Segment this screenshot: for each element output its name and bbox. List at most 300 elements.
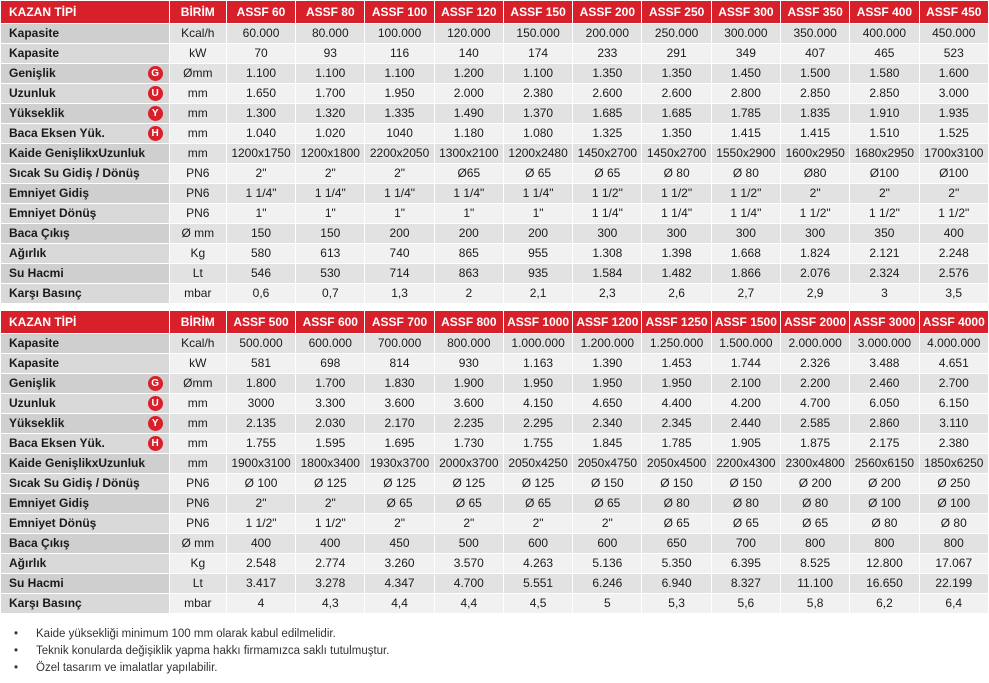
table-cell: 600.000 — [296, 334, 365, 354]
table-cell: 1.500 — [781, 64, 850, 84]
table-cell: 2.380 — [919, 434, 988, 454]
row-label-text: Karşı Basınç — [9, 286, 82, 300]
table-cell: 2.800 — [711, 84, 780, 104]
table-cell: 2" — [781, 184, 850, 204]
row-label — [1, 414, 170, 434]
row-label-text: Baca Çıkış — [9, 536, 70, 550]
table-row — [1, 44, 989, 64]
row-unit: mm — [169, 414, 226, 434]
table-cell: 150 — [296, 224, 365, 244]
table-cell: 4.700 — [434, 574, 503, 594]
header-model: ASSF 3000 — [850, 311, 919, 334]
table-row — [1, 594, 989, 614]
header-row — [1, 311, 989, 334]
header-model: ASSF 2000 — [781, 311, 850, 334]
table-cell: 5.551 — [503, 574, 572, 594]
table-cell: 500.000 — [226, 334, 295, 354]
table-cell: 300 — [781, 224, 850, 244]
table-cell: 1.830 — [365, 374, 434, 394]
table-cell: 80.000 — [296, 24, 365, 44]
table-cell: 2.235 — [434, 414, 503, 434]
header-model: ASSF 100 — [365, 1, 434, 24]
row-label-text: Kapasite — [9, 26, 60, 40]
table-cell: Ø 80 — [850, 514, 919, 534]
table-cell: 200 — [365, 224, 434, 244]
row-unit: Kg — [169, 554, 226, 574]
table-cell: 1.482 — [642, 264, 711, 284]
row-label — [1, 574, 170, 594]
table-cell: Ø 125 — [365, 474, 434, 494]
table-cell: 1.935 — [919, 104, 988, 124]
table-cell: 8.525 — [781, 554, 850, 574]
table-cell: 300 — [711, 224, 780, 244]
row-label-text: Kapasite — [9, 336, 60, 350]
row-label-text: Yükseklik — [9, 106, 65, 120]
table-cell: 8.327 — [711, 574, 780, 594]
row-label — [1, 374, 170, 394]
table-cell: 1 1/4" — [642, 204, 711, 224]
table-cell: 4,3 — [296, 594, 365, 614]
table-cell: Ø 80 — [781, 494, 850, 514]
table-cell: 1.300 — [226, 104, 295, 124]
row-label — [1, 434, 170, 454]
table-cell: 1.824 — [781, 244, 850, 264]
table-cell: 930 — [434, 354, 503, 374]
footnotes — [14, 626, 389, 677]
table-cell: 2" — [919, 184, 988, 204]
table-cell: Ø 80 — [642, 164, 711, 184]
table-cell: 1.595 — [296, 434, 365, 454]
table-row — [1, 204, 989, 224]
table-cell: 2.340 — [573, 414, 642, 434]
table-cell: 6,2 — [850, 594, 919, 614]
table-cell: 740 — [365, 244, 434, 264]
table-cell: 1.700 — [296, 84, 365, 104]
row-label — [1, 184, 170, 204]
table-cell: 2,6 — [642, 284, 711, 304]
row-label — [1, 474, 170, 494]
table-cell: 2.850 — [850, 84, 919, 104]
table-row — [1, 354, 989, 374]
table-cell: 12.800 — [850, 554, 919, 574]
table-cell: 100.000 — [365, 24, 434, 44]
row-label — [1, 494, 170, 514]
row-unit: PN6 — [169, 164, 226, 184]
header-model: ASSF 250 — [642, 1, 711, 24]
row-unit: Ø mm — [169, 224, 226, 244]
row-label — [1, 454, 170, 474]
row-label-text: Kaide GenişlikxUzunluk — [9, 456, 146, 470]
table-cell: 3,5 — [919, 284, 988, 304]
table-cell: Ø 125 — [503, 474, 572, 494]
table-cell: Ø65 — [434, 164, 503, 184]
table-cell: 1.950 — [503, 374, 572, 394]
table-cell: 2.345 — [642, 414, 711, 434]
table-cell: 4.150 — [503, 394, 572, 414]
table-cell: Ø80 — [781, 164, 850, 184]
table-cell: 3.000.000 — [850, 334, 919, 354]
table-cell: Ø 125 — [296, 474, 365, 494]
table-cell: 1 1/4" — [226, 184, 295, 204]
table-cell: 1.415 — [781, 124, 850, 144]
table-row — [1, 414, 989, 434]
table-cell: 935 — [503, 264, 572, 284]
table-cell: 300 — [642, 224, 711, 244]
table-cell: 863 — [434, 264, 503, 284]
row-unit: Ø mm — [169, 534, 226, 554]
table-cell: 3.600 — [434, 394, 503, 414]
table-cell: 3.570 — [434, 554, 503, 574]
table-cell: 3.300 — [296, 394, 365, 414]
table-cell: 1680x2950 — [850, 144, 919, 164]
table-cell: 1600x2950 — [781, 144, 850, 164]
table-cell: 1300x2100 — [434, 144, 503, 164]
table-cell: 4,4 — [365, 594, 434, 614]
table-cell: 450.000 — [919, 24, 988, 44]
table-cell: 2.295 — [503, 414, 572, 434]
table-cell: 2,9 — [781, 284, 850, 304]
table-cell: Ø 80 — [642, 494, 711, 514]
header-model: ASSF 350 — [781, 1, 850, 24]
row-label — [1, 554, 170, 574]
row-label — [1, 594, 170, 614]
table-cell: 1.950 — [573, 374, 642, 394]
table-cell: 1" — [226, 204, 295, 224]
footnote-text: Kaide yüksekliği minimum 100 mm olarak kabul edilmelidir. — [36, 628, 336, 640]
row-label-text: Emniyet Dönüş — [9, 206, 97, 220]
footnote — [14, 626, 389, 643]
row-unit: PN6 — [169, 474, 226, 494]
table-cell: 16.650 — [850, 574, 919, 594]
table-cell: 350.000 — [781, 24, 850, 44]
table-cell: 93 — [296, 44, 365, 64]
table-cell: 650 — [642, 534, 711, 554]
table-cell: 6.050 — [850, 394, 919, 414]
row-unit: mm — [169, 124, 226, 144]
table-cell: 2.600 — [642, 84, 711, 104]
table-row — [1, 24, 989, 44]
row-label — [1, 24, 170, 44]
row-unit: PN6 — [169, 494, 226, 514]
table-cell: Ø 100 — [226, 474, 295, 494]
table-cell: 2560x6150 — [850, 454, 919, 474]
table-cell: 1,3 — [365, 284, 434, 304]
footnote — [14, 643, 389, 660]
table-cell: 300.000 — [711, 24, 780, 44]
table-cell: 1.080 — [503, 124, 572, 144]
row-label — [1, 84, 170, 104]
table-cell: 600 — [573, 534, 642, 554]
bullet-icon: • — [14, 662, 19, 674]
table-cell: 1.785 — [711, 104, 780, 124]
bullet-icon: • — [14, 645, 19, 657]
table-cell: 200 — [434, 224, 503, 244]
table-cell: 1.040 — [226, 124, 295, 144]
row-unit: Lt — [169, 574, 226, 594]
table-cell: 1700x3100 — [919, 144, 988, 164]
row-label-text: Genişlik — [9, 376, 56, 390]
footnote — [14, 660, 389, 677]
table-cell: 1.510 — [850, 124, 919, 144]
header-model: ASSF 800 — [434, 311, 503, 334]
table-cell: 1040 — [365, 124, 434, 144]
table-cell: 1.335 — [365, 104, 434, 124]
table-row — [1, 474, 989, 494]
row-unit: Kg — [169, 244, 226, 264]
table-cell: 1.308 — [573, 244, 642, 264]
row-label-text: Emniyet Gidiş — [9, 496, 90, 510]
table-row — [1, 394, 989, 414]
table-cell: 3.600 — [365, 394, 434, 414]
table-cell: Ø 150 — [642, 474, 711, 494]
table-cell: 2300x4800 — [781, 454, 850, 474]
table-cell: 150.000 — [503, 24, 572, 44]
table-cell: 1.835 — [781, 104, 850, 124]
table-cell: 1.875 — [781, 434, 850, 454]
dimension-badge-icon: U — [148, 396, 163, 411]
table-cell: 4,4 — [434, 594, 503, 614]
table-cell: 800.000 — [434, 334, 503, 354]
table-cell: Ø 150 — [711, 474, 780, 494]
table-cell: 5,6 — [711, 594, 780, 614]
table-cell: 1900x3100 — [226, 454, 295, 474]
table-cell: 800 — [919, 534, 988, 554]
table-cell: 2" — [296, 164, 365, 184]
table-cell: 2" — [226, 164, 295, 184]
table-cell: 3.417 — [226, 574, 295, 594]
table-cell: 1.350 — [642, 64, 711, 84]
table-cell: 1.845 — [573, 434, 642, 454]
footnote-text: Özel tasarım ve imalatlar yapılabilir. — [36, 662, 218, 674]
table-cell: Ø100 — [850, 164, 919, 184]
table-cell: 4.000.000 — [919, 334, 988, 354]
row-unit: mm — [169, 434, 226, 454]
table-cell: 800 — [850, 534, 919, 554]
table-cell: 1.668 — [711, 244, 780, 264]
table-cell: 200 — [503, 224, 572, 244]
table-cell: Ø 200 — [781, 474, 850, 494]
table-cell: 1 1/2" — [781, 204, 850, 224]
table-cell: 1.398 — [642, 244, 711, 264]
table-cell: 1.650 — [226, 84, 295, 104]
table-cell: 546 — [226, 264, 295, 284]
table-cell: 1.755 — [503, 434, 572, 454]
table-cell: 0,7 — [296, 284, 365, 304]
table-cell: 407 — [781, 44, 850, 64]
row-label-text: Baca Çıkış — [9, 226, 70, 240]
dimension-badge-icon: Y — [148, 106, 163, 121]
table-cell: 465 — [850, 44, 919, 64]
table-cell: 3.000 — [919, 84, 988, 104]
table-cell: Ø 65 — [573, 164, 642, 184]
row-label-text: Baca Eksen Yük. — [9, 436, 105, 450]
table-cell: 6.395 — [711, 554, 780, 574]
spec-table-2 — [0, 310, 989, 614]
row-unit: mm — [169, 394, 226, 414]
table-cell: Ø 100 — [919, 494, 988, 514]
table-cell: 1.100 — [365, 64, 434, 84]
table-cell: 1.250.000 — [642, 334, 711, 354]
table-cell: 1200x2480 — [503, 144, 572, 164]
table-cell: 2.000.000 — [781, 334, 850, 354]
table-cell: 1.584 — [573, 264, 642, 284]
table-cell: Ø 65 — [503, 164, 572, 184]
dimension-badge-icon: H — [148, 126, 163, 141]
table-cell: 3.110 — [919, 414, 988, 434]
table-cell: 2" — [226, 494, 295, 514]
table-cell: 2.850 — [781, 84, 850, 104]
header-model: ASSF 1000 — [503, 311, 572, 334]
row-unit: mbar — [169, 594, 226, 614]
dimension-badge-icon: U — [148, 86, 163, 101]
row-unit: mm — [169, 84, 226, 104]
table-cell: 714 — [365, 264, 434, 284]
table-cell: 4.650 — [573, 394, 642, 414]
table-cell: 1.100 — [503, 64, 572, 84]
table-cell: 1.200.000 — [573, 334, 642, 354]
table-cell: 1.000.000 — [503, 334, 572, 354]
table-cell: 1.415 — [711, 124, 780, 144]
table-cell: 350 — [850, 224, 919, 244]
table-cell: 1.390 — [573, 354, 642, 374]
row-label — [1, 44, 170, 64]
header-kazan-tipi: KAZAN TİPİ — [1, 1, 170, 24]
row-label-text: Emniyet Gidiş — [9, 186, 90, 200]
table-cell: 1.785 — [642, 434, 711, 454]
table-cell: 1" — [365, 204, 434, 224]
table-cell: 1.755 — [226, 434, 295, 454]
table-cell: 1930x3700 — [365, 454, 434, 474]
table-cell: 2.600 — [573, 84, 642, 104]
table-cell: 2.460 — [850, 374, 919, 394]
table-cell: 1.020 — [296, 124, 365, 144]
row-label-text: Kaide GenişlikxUzunluk — [9, 146, 146, 160]
header-row — [1, 1, 989, 24]
header-model: ASSF 200 — [573, 1, 642, 24]
table-cell: 1.350 — [642, 124, 711, 144]
table-cell: 3.488 — [850, 354, 919, 374]
table-cell: 1.100 — [296, 64, 365, 84]
table-cell: 5 — [573, 594, 642, 614]
table-cell: 1 1/2" — [642, 184, 711, 204]
table-cell: 2.700 — [919, 374, 988, 394]
table-cell: 22.199 — [919, 574, 988, 594]
table-cell: 6.940 — [642, 574, 711, 594]
row-label — [1, 64, 170, 84]
header-model: ASSF 400 — [850, 1, 919, 24]
row-label-text: Emniyet Dönüş — [9, 516, 97, 530]
row-unit: mm — [169, 454, 226, 474]
table-cell: 6.150 — [919, 394, 988, 414]
table-cell: 2.100 — [711, 374, 780, 394]
row-label — [1, 124, 170, 144]
table-cell: 1850x6250 — [919, 454, 988, 474]
bullet-icon: • — [14, 628, 19, 640]
table-cell: 2.121 — [850, 244, 919, 264]
table-cell: 600 — [503, 534, 572, 554]
table-cell: 1.910 — [850, 104, 919, 124]
table-cell: 1.866 — [711, 264, 780, 284]
table-cell: 4.700 — [781, 394, 850, 414]
table-row — [1, 284, 989, 304]
table-cell: 1 1/4" — [503, 184, 572, 204]
table-cell: 1800x3400 — [296, 454, 365, 474]
row-label-text: Kapasite — [9, 46, 60, 60]
table-row — [1, 184, 989, 204]
table-row — [1, 124, 989, 144]
table-cell: 2.774 — [296, 554, 365, 574]
table-cell: 4.400 — [642, 394, 711, 414]
table-cell: 2" — [296, 494, 365, 514]
table-cell: 1.950 — [365, 84, 434, 104]
table-cell: 2.324 — [850, 264, 919, 284]
table-cell: 116 — [365, 44, 434, 64]
row-label-text: Su Hacmi — [9, 576, 64, 590]
row-label-text: Sıcak Su Gidiş / Dönüş — [9, 166, 140, 180]
table-cell: 1450x2700 — [642, 144, 711, 164]
table-cell: 2" — [365, 514, 434, 534]
header-model: ASSF 500 — [226, 311, 295, 334]
table-cell: 1.180 — [434, 124, 503, 144]
table-cell: 523 — [919, 44, 988, 64]
row-label — [1, 514, 170, 534]
table-cell: 2050x4500 — [642, 454, 711, 474]
table-cell: 500 — [434, 534, 503, 554]
table-cell: 2.548 — [226, 554, 295, 574]
table-cell: 2" — [503, 514, 572, 534]
row-unit: kW — [169, 44, 226, 64]
row-label — [1, 264, 170, 284]
table-cell: 1.200 — [434, 64, 503, 84]
table-cell: 2.248 — [919, 244, 988, 264]
table-cell: 1.500.000 — [711, 334, 780, 354]
table-row — [1, 104, 989, 124]
table-cell: 4,5 — [503, 594, 572, 614]
table-cell: Ø 80 — [711, 494, 780, 514]
table-cell: 580 — [226, 244, 295, 264]
table-row — [1, 514, 989, 534]
table-cell: 1.525 — [919, 124, 988, 144]
row-label — [1, 534, 170, 554]
header-model: ASSF 700 — [365, 311, 434, 334]
table-cell: 0,6 — [226, 284, 295, 304]
header-birim: BİRİM — [169, 1, 226, 24]
table-row — [1, 334, 989, 354]
table-cell: 300 — [573, 224, 642, 244]
row-unit: PN6 — [169, 514, 226, 534]
table-cell: 1.100 — [226, 64, 295, 84]
table-cell: 2200x2050 — [365, 144, 434, 164]
table-cell: 1.685 — [642, 104, 711, 124]
table-cell: 2" — [850, 184, 919, 204]
table-cell: 6,4 — [919, 594, 988, 614]
table-cell: Ø 65 — [573, 494, 642, 514]
row-unit: Ømm — [169, 374, 226, 394]
row-label-text: Yükseklik — [9, 416, 65, 430]
table-cell: 140 — [434, 44, 503, 64]
table-cell: 1 1/4" — [573, 204, 642, 224]
table-cell: 4.651 — [919, 354, 988, 374]
table-cell: 1 1/2" — [296, 514, 365, 534]
dimension-badge-icon: Y — [148, 416, 163, 431]
table-cell: Ø 65 — [781, 514, 850, 534]
footnote-text: Teknik konularda değişiklik yapma hakkı firmamızca saklı tutulmuştur. — [36, 645, 390, 657]
table-cell: Ø 80 — [711, 164, 780, 184]
row-label — [1, 354, 170, 374]
table-cell: 814 — [365, 354, 434, 374]
table-cell: 1.580 — [850, 64, 919, 84]
table-cell: 1.950 — [642, 374, 711, 394]
